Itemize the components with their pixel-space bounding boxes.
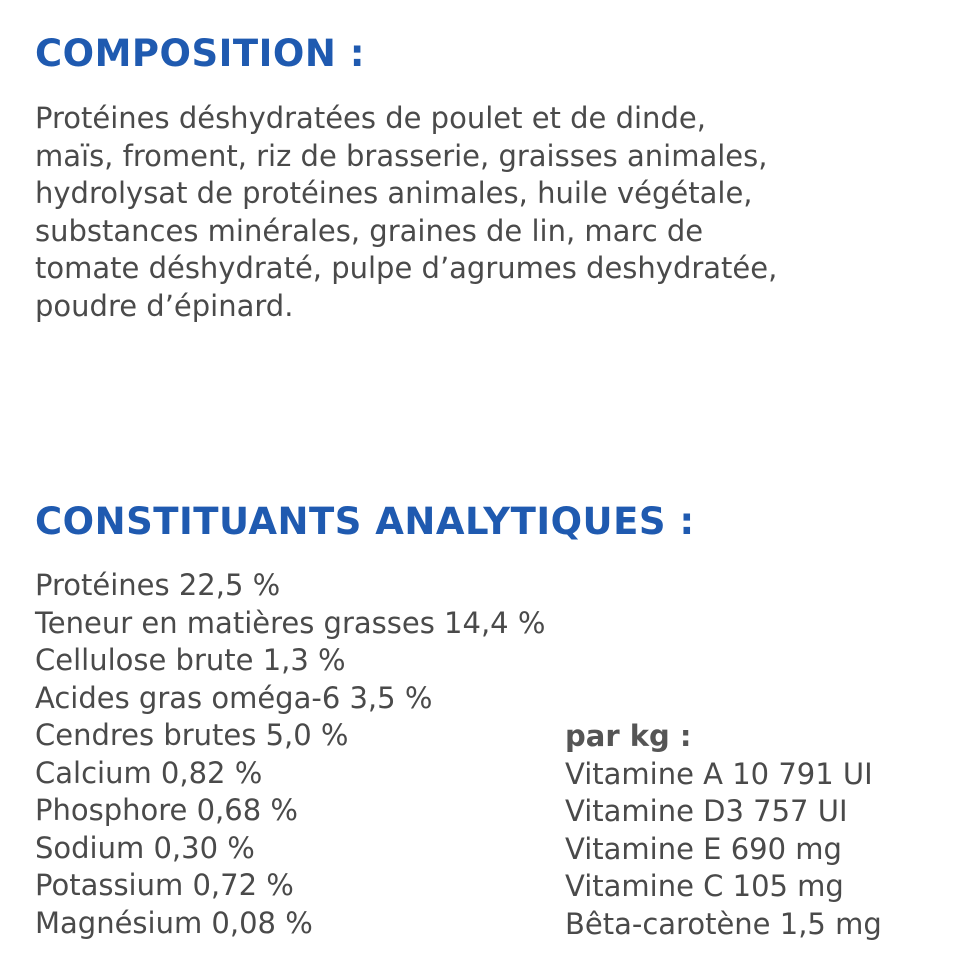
constituent-item: Acides gras oméga-6 3,5 % (35, 680, 433, 715)
vitamin-item: Vitamine D3 757 UI (565, 794, 848, 828)
constituent-item: Protéines 22,5 % (35, 568, 281, 602)
analytical-constituents-heading: CONSTITUANTS ANALYTIQUES : (35, 500, 695, 543)
per-kg-section (565, 718, 882, 943)
composition-line: substances minérales, graines de lin, marc de (35, 213, 704, 248)
constituent-item: Phosphore 0,68 % (35, 793, 298, 827)
composition-line: Protéines déshydratées de poulet et de dinde, (35, 101, 706, 135)
vitamin-item: Vitamine C 105 mg (565, 869, 844, 903)
analytical-constituents-list (35, 567, 545, 942)
vitamin-item: Vitamine A 10 791 UI (565, 756, 873, 791)
vitamin-item: Bêta-carotène 1,5 mg (565, 906, 882, 941)
constituent-item: Teneur en matières grasses 14,4 % (35, 605, 546, 640)
per-kg-title: par kg : (565, 719, 692, 753)
composition-line: hydrolysat de protéines animales, huile végétale, (35, 176, 753, 210)
composition-line: tomate déshydraté, pulpe d’agrumes deshydratée, (35, 251, 778, 285)
constituent-item: Cendres brutes 5,0 % (35, 718, 349, 752)
composition-heading: COMPOSITION : (35, 32, 366, 75)
constituent-item: Potassium 0,72 % (35, 868, 294, 902)
composition-line: poudre d’épinard. (35, 288, 294, 323)
constituent-item: Calcium 0,82 % (35, 755, 263, 790)
vitamin-list (565, 756, 882, 944)
constituent-item: Magnésium 0,08 % (35, 905, 313, 940)
composition-text (35, 100, 965, 325)
constituent-item: Sodium 0,30 % (35, 830, 255, 865)
vitamin-item: Vitamine E 690 mg (565, 831, 842, 866)
constituent-item: Cellulose brute 1,3 % (35, 643, 346, 677)
composition-line: maïs, froment, riz de brasserie, graisses animales, (35, 138, 768, 173)
